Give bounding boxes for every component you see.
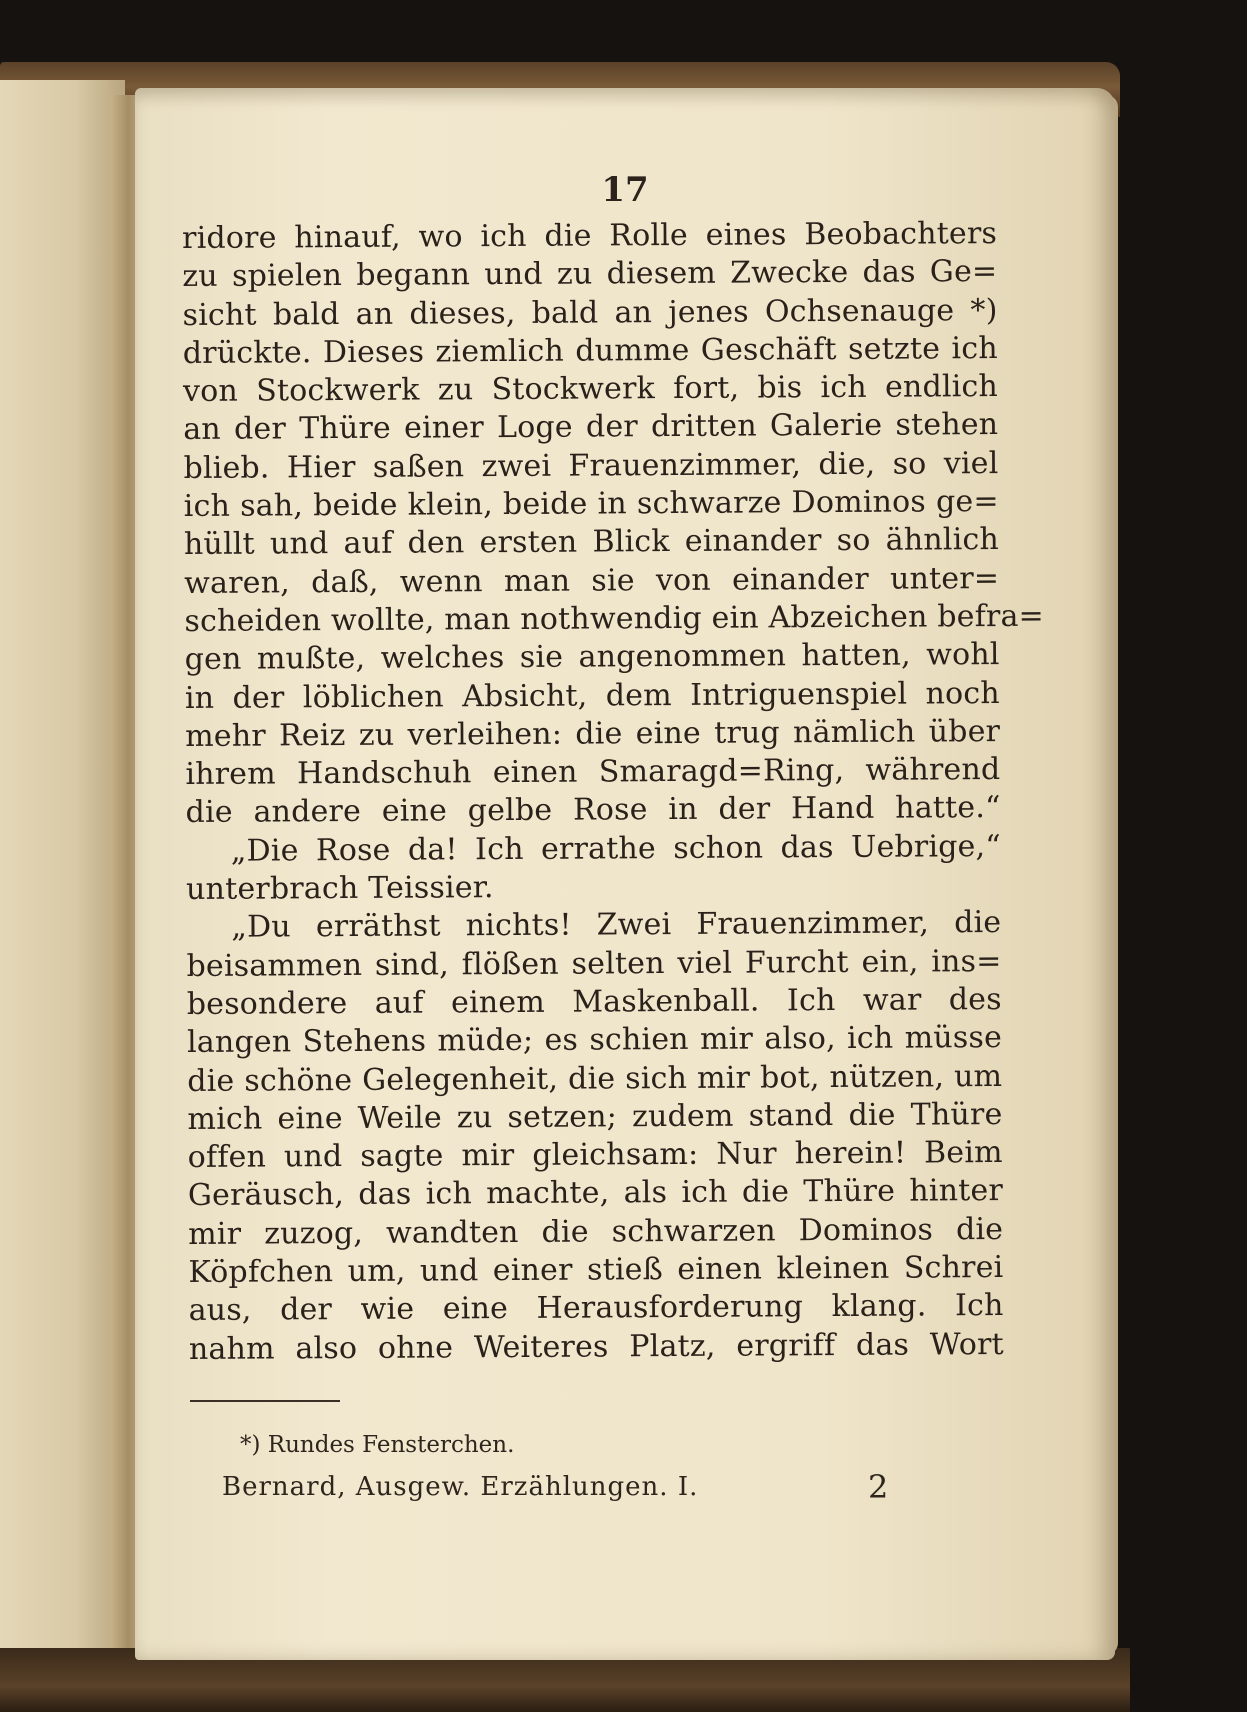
- text-line: scheiden wollte, man nothwendig ein Abzeichen befra=: [184, 598, 1045, 639]
- text-line: „Du erräthst nichts! Zwei Frauenzimmer, die: [231, 905, 1002, 946]
- text-line: mich eine Weile zu setzen; zudem stand die Thüre: [187, 1096, 1003, 1137]
- text-line: an der Thüre einer Loge der dritten Galerie stehen: [183, 407, 999, 448]
- text-line: hüllt und auf den ersten Blick einander so ähnlich: [183, 522, 1000, 563]
- text-line: drückte. Dieses ziemlich dumme Geschäft setzte ich: [182, 330, 998, 371]
- text-line: nahm also ohne Weiteres Platz, ergriff das Wort: [188, 1326, 1004, 1367]
- signature-line: Bernard, Ausgew. Erzählungen. I.: [222, 1472, 699, 1502]
- text-line: von Stockwerk zu Stockwerk fort, bis ich endlich: [182, 369, 999, 410]
- text-line: die andere eine gelbe Rose in der Hand hatte.“: [185, 790, 1001, 831]
- text-line: langen Stehens müde; es schien mir also, ich müsse: [186, 1020, 1003, 1061]
- text-line: „Die Rose da! Ich errathe schon das Uebrige,“: [230, 828, 1001, 869]
- text-line: Köpfchen um, und einer stieß einen kleinen Schrei: [188, 1250, 1004, 1290]
- footnote-rule: [190, 1400, 340, 1402]
- previous-page-edge: [0, 80, 125, 1670]
- text-line: sicht bald an dieses, bald an jenes Ochsenauge *): [182, 292, 998, 333]
- text-line: blieb. Hier saßen zwei Frauenzimmer, die, so viel: [183, 445, 999, 486]
- text-line: die schöne Gelegenheit, die sich mir bot, nützen, um: [187, 1058, 1003, 1099]
- sheet-number: 2: [868, 1468, 889, 1506]
- text-line: beisammen sind, flößen selten viel Furcht ein, ins=: [186, 943, 1002, 984]
- text-line: ihrem Handschuh einen Smaragd=Ring, während: [185, 752, 1001, 793]
- text-line: gen mußte, welches sie angenommen hatten, wohl: [184, 637, 1000, 678]
- body-text: [182, 215, 1045, 1369]
- text-line: Geräusch, das ich machte, als ich die Thüre hinter: [187, 1173, 1004, 1214]
- text-line: besondere auf einem Maskenball. Ich war des: [186, 981, 1002, 1022]
- text-line: unterbrach Teissier.: [185, 870, 494, 908]
- text-line: waren, daß, wenn man sie von einander unter=: [184, 560, 1000, 601]
- text-line: in der löblichen Absicht, dem Intriguenspiel noch: [184, 675, 1001, 716]
- text-line: zu spielen begann und zu diesem Zwecke das Ge=: [182, 254, 998, 295]
- text-line: mir zuzog, wandten die schwarzen Dominos die: [188, 1211, 1004, 1252]
- text-line: mehr Reiz zu verleihen: die eine trug nämlich über: [185, 713, 1001, 754]
- text-line: offen und sagte mir gleichsam: Nur herein! Beim: [187, 1135, 1003, 1176]
- text-line: ridore hinauf, wo ich die Rolle eines Beobachters: [182, 216, 998, 256]
- text-line: aus, der wie eine Herausforderung klang. Ich: [188, 1288, 1004, 1329]
- footnote: *) Rundes Fensterchen.: [240, 1432, 515, 1458]
- text-line: ich sah, beide klein, beide in schwarze Dominos ge=: [183, 484, 999, 525]
- page-number: 17: [601, 170, 649, 210]
